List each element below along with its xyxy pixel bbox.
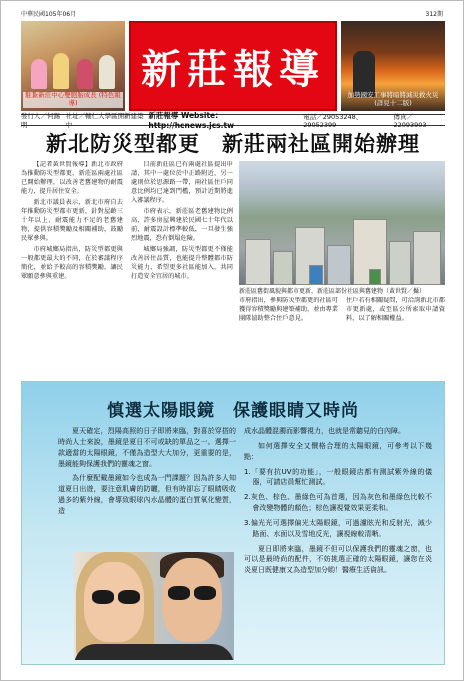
sunglasses-feature bbox=[21, 381, 445, 665]
article-paragraph: 新北市議員表示，新北市府自去年推動防災型都市更新，針對屋齡三十年以上、耐震能力不足的老舊建物，提供容積獎勵及相關補助，鼓勵民眾參與。 bbox=[21, 198, 123, 242]
city-aerial-photo bbox=[239, 161, 445, 285]
sunglasses-icon bbox=[92, 590, 114, 604]
sunglasses-paragraph: 夏日即將來臨，墨鏡不但可以保護我們的靈魂之窗，也可以是最時尚的配件，不妨挑選正確的太陽眼鏡，讓您在炎炎夏日既健康又為造型加分喲！醫療生活資訊。 bbox=[244, 544, 432, 575]
info-bar bbox=[21, 111, 445, 130]
sunglasses-left-column bbox=[58, 426, 236, 546]
publisher: 發行人／何錫明 bbox=[21, 112, 60, 129]
article-paragraph: 目前新莊區已有兩處社區提出申請，其中一處位於中正路附近，另一處則位於思源路一帶，兩社區住戶同意比例均已達到門檻，預計近期將進入審議程序。 bbox=[131, 161, 233, 204]
article-paragraph: 市府城鄉局指出，防災型都更與一般都更最大的不同，在於審議程序簡化，並給予較高的容積獎勵，讓民眾願意參與重建。 bbox=[21, 245, 123, 280]
article-paragraph: 市府表示，新莊區老舊建物比例高，許多房屋興建於民國七十年代以前，耐震設計標準較低，一旦發生強烈地震，恐有倒塌危險。 bbox=[131, 207, 233, 242]
fax: 傳真／22093903 bbox=[393, 112, 427, 129]
sunglasses-title: 慎選太陽眼鏡 保護眼睛又時尚 bbox=[107, 401, 359, 421]
sunglasses-models-photo bbox=[74, 552, 234, 660]
sunglasses-tip: 2.灰色、棕色、墨綠色可為首選，因為灰色和墨綠色比較不會改變物體的顏色；棕色讓視覺效果更柔和。 bbox=[244, 493, 432, 513]
masthead-left-caption: 駐紮新莊中心雙胞胎成長 (特色報導) bbox=[23, 92, 123, 108]
sunglasses-paragraph: 夏天確定，烈陽高照的日子即將來臨，對喜於穿搭的時尚人士來說，墨鏡是夏日不可或缺的單品之一。選擇一款適當的太陽眼鏡，不僅為造型大大加分，更重要的是，墨鏡能夠保護我們的靈魂之窗。 bbox=[58, 427, 236, 468]
meta-line bbox=[21, 9, 443, 19]
masthead-photo-fire bbox=[341, 21, 445, 111]
city-photo-caption: 新莊區舊街風貌與都市更新，新莊區部份社區與舊建物（黃世賢／攝） bbox=[239, 288, 426, 295]
phone: 電話／29053248、29052399 bbox=[303, 112, 363, 129]
issue-date: 中華民國105年06月 bbox=[21, 11, 77, 18]
masthead-photo-children bbox=[21, 21, 125, 111]
article-paragraph: 城鄉局強調，防災型都更不僅能改善居住品質，也能提升整體都市防災能力，希望更多社區能加入，共同打造安全宜居的城市。 bbox=[131, 245, 233, 280]
website[interactable]: 新莊報導 Website: http://hcnews.jcs.tw bbox=[148, 111, 235, 130]
article-continued bbox=[239, 297, 445, 377]
issue-number: 312期 bbox=[425, 11, 443, 18]
main-headline: 新北防災型都更 新莊兩社區開始辦理 bbox=[46, 131, 420, 156]
sunglasses-paragraph: 如何選擇安全又價格合理的太陽眼鏡，可參考以下幾點： bbox=[244, 441, 432, 461]
sunglasses-tip: 3.偏光光可選擇偏光太陽眼鏡，可過濾眩光和反射光，減少路面、水面以及雪地反光，讓視線較清晰。 bbox=[244, 518, 432, 538]
article-paragraph: 住戶若有相關疑問，可洽詢新北市都市更新處，或至區公所索取申請資料，以了解相關權益。 bbox=[346, 297, 445, 322]
address: 社址／輔仁大學區開新建築中 bbox=[65, 112, 144, 129]
sunglasses-tip: 1.「要有抗UV的功能」，一般眼鏡店都有測試紫外線的儀器，可請店員幫忙測試。 bbox=[244, 467, 432, 487]
newspaper-title-box bbox=[129, 21, 337, 111]
main-article bbox=[21, 161, 233, 376]
sunglasses-right-column bbox=[244, 426, 432, 660]
sunglasses-paragraph: 成水晶體混濁而影響視力，也就是常聽見的白內障。 bbox=[244, 427, 405, 435]
masthead bbox=[21, 21, 445, 111]
masthead-right-caption: 加勢國安工事將暗將減災救火災 (詳見十二版) bbox=[347, 91, 439, 108]
sunglasses-paragraph: 為什麼配戴墨鏡如今也成為一門課題？因為許多人知道夏日出遊，要注意肌膚的防曬，但有時卻忘了眼睛吸收過多的紫外線，會導致眼球內水晶體的蛋白質氧化變質，造 bbox=[58, 474, 236, 515]
article-paragraph: 市府指出，參與防災型都更的社區可獲得容積獎勵與建築補助，並由專業團隊協助整合住戶意見。 bbox=[239, 297, 338, 322]
newspaper-title: 新莊報導 bbox=[141, 45, 325, 93]
article-paragraph: 【記者黃世賢報導】新北市政府為推動防災型都更，新莊區兩處社區已開始辦理，以改善老舊建物的耐震能力，提升居住安全。 bbox=[21, 161, 123, 195]
